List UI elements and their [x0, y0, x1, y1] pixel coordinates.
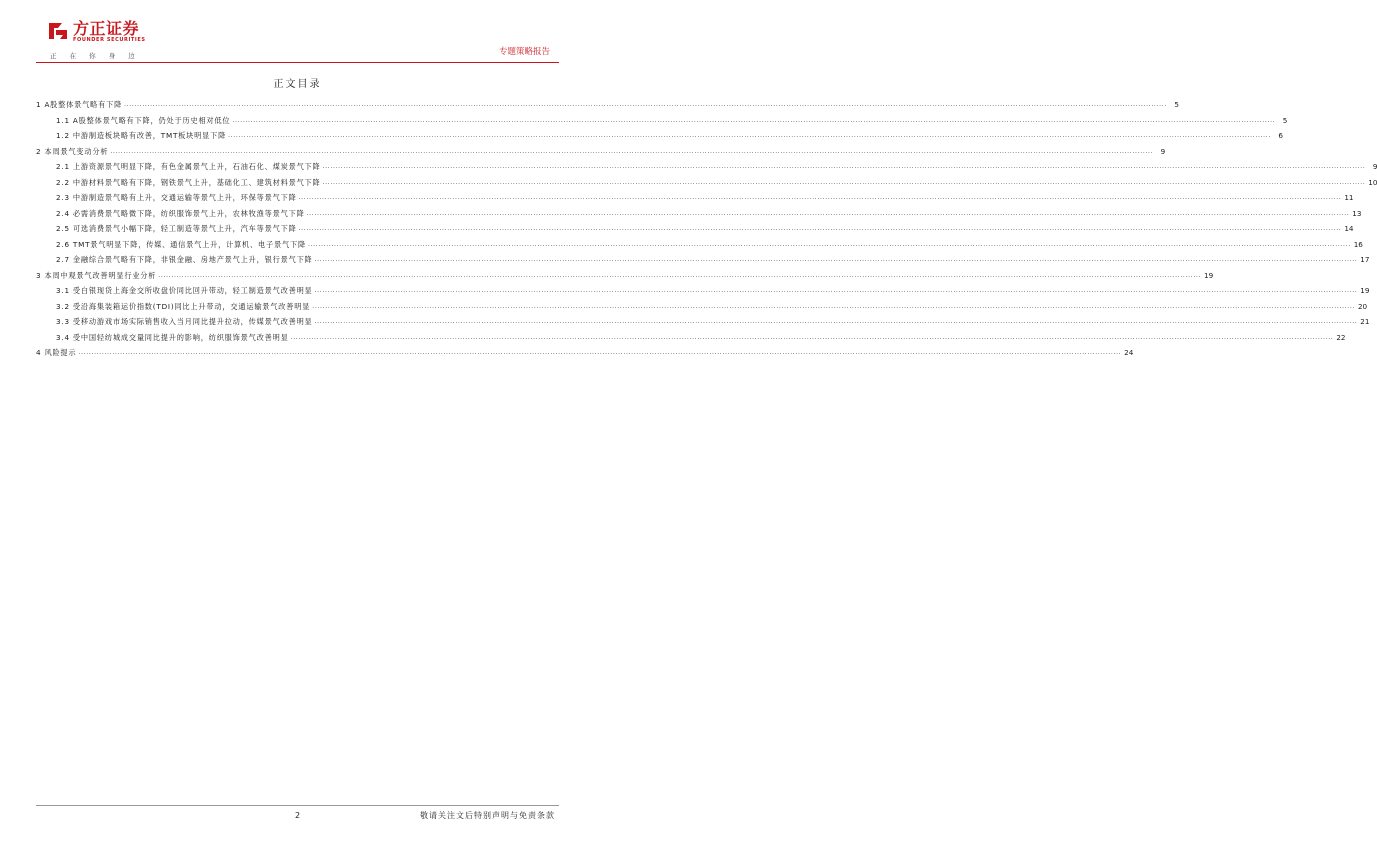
toc-entry-text: 1 A股整体景气略有下降 — [36, 100, 123, 110]
toc-entry-page: 9 — [1372, 162, 1377, 172]
logo-chinese-name: 方正证券 — [73, 18, 140, 38]
toc-entry[interactable] — [36, 97, 1179, 113]
toc-entry-page: 9 — [1160, 146, 1166, 156]
toc-entry[interactable] — [36, 330, 1346, 346]
toc-entry[interactable] — [36, 128, 1283, 144]
toc-entry[interactable] — [36, 268, 1214, 284]
toc-entry-text: 3 本周中观景气改善明显行业分析 — [36, 270, 157, 280]
toc-entry[interactable] — [36, 190, 1354, 206]
report-type-label: 专题策略报告 — [498, 47, 550, 57]
toc-entry-page: 21 — [1360, 317, 1370, 327]
toc-entry[interactable] — [36, 113, 1288, 129]
toc-entry-text: 2.7 金融综合景气略有下降，非银金融、房地产景气上升，银行景气下降 — [56, 255, 313, 265]
founder-logo-icon — [46, 20, 70, 42]
toc-entry[interactable] — [36, 159, 1377, 175]
toc-entry-page: 6 — [1278, 131, 1283, 141]
company-logo — [46, 18, 146, 44]
toc-entry-text: 1.2 中游制造板块略有改善，TMT板块明显下降 — [56, 131, 227, 141]
header-divider — [36, 62, 559, 63]
toc-leader-dots: ................................................................................................................................................................................................................................................................................................................................................................................................................ — [290, 333, 1334, 341]
toc-entry[interactable] — [36, 175, 1377, 191]
toc-entry-text: 2.3 中游制造景气略有上升，交通运输等景气上升，环保等景气下降 — [56, 193, 297, 203]
logo-english-name: FOUNDER SECURITIES — [73, 36, 146, 43]
toc-entry-text: 2 本周景气变动分析 — [36, 146, 109, 156]
toc-entry-page: 10 — [1368, 177, 1377, 187]
toc-entry-page: 5 — [1174, 100, 1179, 110]
toc-entry-page: 13 — [1352, 208, 1362, 218]
toc-entry[interactable] — [36, 221, 1354, 237]
toc-entry-text: 2.6 TMT景气明显下降，传媒、通信景气上升，计算机、电子景气下降 — [56, 239, 306, 249]
toc-entry-page: 19 — [1204, 270, 1214, 280]
toc-entry[interactable] — [36, 237, 1363, 253]
toc-leader-dots: ................................................................................................................................................................................................................................................................................................................................................................................................................ — [158, 271, 1202, 279]
toc-entry-text: 2.4 必需消费景气略微下降，纺织服饰景气上升，农林牧渔等景气下降 — [56, 208, 305, 218]
toc-entry-page: 16 — [1353, 239, 1363, 249]
page-number: 2 — [294, 811, 301, 820]
toc-entry-page: 17 — [1360, 255, 1370, 265]
toc-leader-dots: ................................................................................................................................................................................................................................................................................................................................................................................................................ — [307, 240, 1351, 248]
toc-entry-text: 2.5 可选消费景气小幅下降，轻工制造等景气上升，汽车等景气下降 — [56, 224, 297, 234]
toc-entry-page: 22 — [1336, 332, 1346, 342]
toc-leader-dots: ................................................................................................................................................................................................................................................................................................................................................................................................................ — [298, 194, 1342, 202]
toc-entry[interactable] — [36, 283, 1370, 299]
toc-entry-page: 19 — [1360, 286, 1370, 296]
footer-divider — [36, 805, 559, 806]
toc-entry[interactable] — [36, 314, 1370, 330]
toc-leader-dots: ................................................................................................................................................................................................................................................................................................................................................................................................................ — [78, 349, 1122, 357]
toc-leader-dots: ................................................................................................................................................................................................................................................................................................................................................................................................................ — [228, 132, 1271, 140]
toc-entry-text: 3.4 受中国轻纺城成交量同比提升的影响，纺织服饰景气改善明显 — [56, 332, 289, 342]
toc-entry[interactable] — [36, 299, 1368, 315]
toc-leader-dots: ................................................................................................................................................................................................................................................................................................................................................................................................................ — [314, 287, 1358, 295]
toc-leader-dots: ................................................................................................................................................................................................................................................................................................................................................................................................................ — [314, 256, 1358, 264]
toc-entry[interactable] — [36, 144, 1166, 160]
toc-entry-text: 3.2 受沿海集装箱运价指数(TDI)同比上升带动，交通运输景气改善明显 — [56, 301, 311, 311]
toc-entry[interactable] — [36, 206, 1362, 222]
disclaimer-notice: 敬请关注文后特别声明与免责条款 — [420, 811, 555, 820]
toc-entry-text: 3.3 受移动游戏市场实际销售收入当月同比提升拉动，传媒景气改善明显 — [56, 317, 313, 327]
toc-leader-dots: ................................................................................................................................................................................................................................................................................................................................................................................................................ — [110, 147, 1154, 155]
toc-entry-text: 4 风险提示 — [36, 348, 77, 358]
toc-entry-page: 20 — [1357, 301, 1368, 311]
toc-leader-dots: ................................................................................................................................................................................................................................................................................................................................................................................................................ — [322, 163, 1366, 171]
toc-leader-dots: ................................................................................................................................................................................................................................................................................................................................................................................................................ — [306, 209, 1350, 217]
toc-entry-text: 3.1 受白银现货上海金交所收盘价同比回升带动，轻工制造景气改善明显 — [56, 286, 313, 296]
toc-entry-text: 2.1 上游资源景气明显下降，有色金属景气上升，石油石化、煤炭景气下降 — [56, 162, 321, 172]
toc-leader-dots: ................................................................................................................................................................................................................................................................................................................................................................................................................ — [232, 116, 1276, 124]
toc-title: 正文目录 — [273, 79, 322, 90]
toc-leader-dots: ................................................................................................................................................................................................................................................................................................................................................................................................................ — [124, 101, 1167, 109]
toc-entry-text: 2.2 中游材料景气略有下降，钢铁景气上升，基础化工、建筑材料景气下降 — [56, 177, 321, 187]
toc-leader-dots: ................................................................................................................................................................................................................................................................................................................................................................................................................ — [312, 302, 1356, 310]
toc-entry[interactable] — [36, 252, 1370, 268]
toc-entry-page: 11 — [1344, 193, 1354, 203]
table-of-contents — [36, 97, 1377, 361]
toc-leader-dots: ................................................................................................................................................................................................................................................................................................................................................................................................................ — [322, 178, 1366, 186]
toc-leader-dots: ................................................................................................................................................................................................................................................................................................................................................................................................................ — [298, 225, 1342, 233]
toc-leader-dots: ................................................................................................................................................................................................................................................................................................................................................................................................................ — [314, 318, 1358, 326]
toc-entry-page: 14 — [1344, 224, 1354, 234]
toc-entry[interactable] — [36, 345, 1134, 361]
toc-entry-page: 24 — [1124, 348, 1134, 358]
toc-entry-page: 5 — [1282, 115, 1288, 125]
company-slogan: 正 在 你 身 边 — [50, 52, 135, 60]
toc-entry-text: 1.1 A股整体景气略有下降，仍处于历史相对低位 — [56, 115, 231, 125]
